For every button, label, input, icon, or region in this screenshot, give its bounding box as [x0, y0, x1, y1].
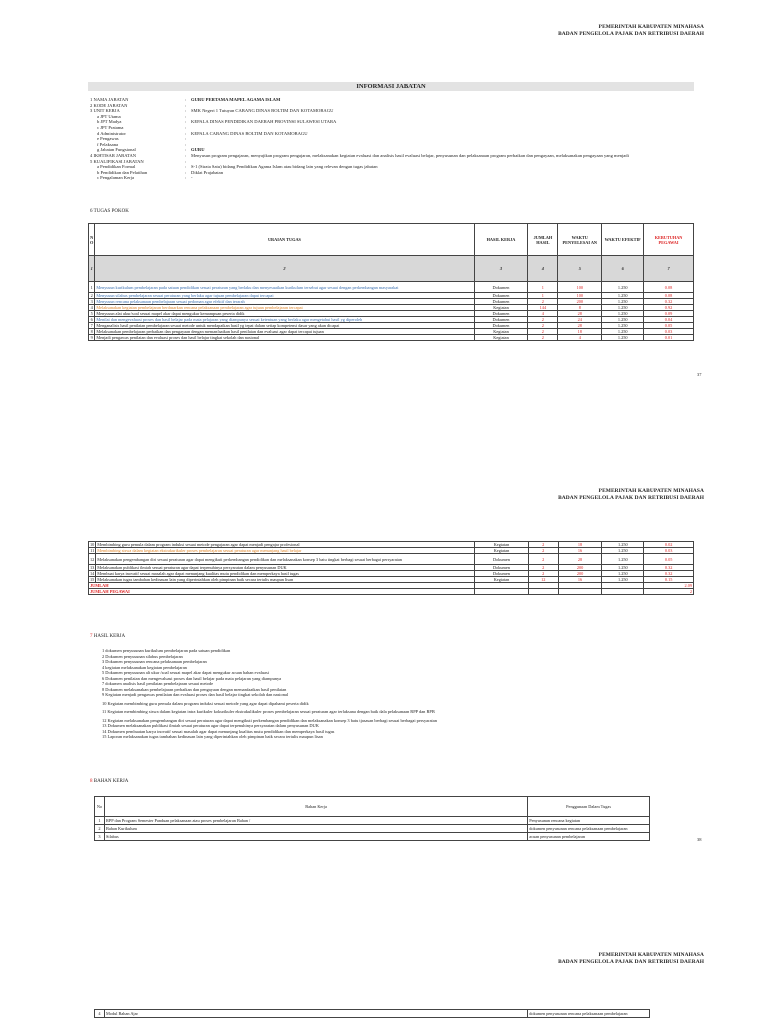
cell-e: 1.250 [602, 577, 644, 583]
tugas-table-continued [88, 541, 694, 595]
cell-e: 1.250 [602, 323, 644, 329]
hasil-kerja-item: 15 Laporan melaksanakan tugas tambahan kedinasan lain yang diperintahkan oleh pimpinan baik secara tertulis maupun lisan [102, 734, 323, 739]
cell-h: Kegiatan [474, 329, 528, 335]
bahan-row [95, 825, 650, 833]
cell-no: 7 [89, 323, 95, 329]
page-header-2 [558, 488, 704, 502]
info-key: 1 NAMA JABATAN [90, 97, 129, 102]
info-colon: : [185, 97, 187, 102]
cell-w: 28 [558, 311, 602, 317]
cell-k: 0.02 [644, 542, 694, 548]
cell-no: 9 [89, 335, 95, 341]
col-no: N O [89, 224, 95, 256]
cell-e: 1.250 [602, 305, 644, 311]
bahan-cell-no: 2 [95, 825, 105, 833]
cell-k: 0.08 [644, 282, 694, 293]
cell-no: 5 [89, 311, 95, 317]
cell-h: Kegiatan [475, 577, 529, 583]
bahan-cell-b: RPP dan Program Semester Panduan pelaksanaan atau proses pembelajaran Bahan / [104, 817, 527, 825]
cell-w: 18 [558, 542, 602, 548]
cell-t: Melaksanakan pengembangan diri sesuai peraturan agar dapat mengikuti perkembangan pendidikan dan melaksanakan konsep 3 batu tingkat berbagi sesuai berbagai persyaratan [96, 554, 475, 565]
info-value: Diklat Prajabatan [191, 169, 224, 175]
cell-j: 12 [528, 577, 558, 583]
bahan-cell-no: 3 [95, 833, 105, 841]
bahan-kerja-table [94, 796, 650, 841]
cell-j: 2 [528, 571, 558, 577]
info-value: Menyusun program pengajaran, menyajikan program pengajaran, melaksanakan kegiatan evaluasi dan analisis hasil evaluasi belajar, penyusunan dan pelaksanaan program perbaikan dan pengayaan, melaksanakan pengayaan yang menjadi [191, 152, 629, 158]
hasil-kerja-item: 6 Dokumen penilaian dan mengevaluasi proses dan hasil belajar pada mata pelajaran yang diampunya [102, 675, 282, 681]
cell-h: Dokumen [474, 311, 528, 317]
cell-e: 1.250 [602, 571, 644, 577]
bahan-col-no: No [95, 797, 105, 817]
cell-j: 2 [528, 542, 558, 548]
cell-h: Dokumen [474, 282, 528, 293]
bahan-cell-b: Silabus [104, 833, 527, 841]
cell-j: 2 [528, 335, 558, 341]
cell-h: Kegiatan [474, 335, 528, 341]
hasil-kerja-item: 3 Dokumen penyusunan rencana pelaksanaan pembelajaran [102, 659, 207, 664]
bahan-row [95, 833, 650, 841]
info-key: 4 IKHTISAR JABATAN [90, 152, 137, 158]
hasil-kerja-item: 2 Dokumen penyusunan silabus pembelajaran [102, 653, 183, 659]
cell-e: 1.250 [602, 329, 644, 335]
info-key: 3 UNIT KERJA [90, 108, 120, 114]
cell-e: 1.250 [602, 299, 644, 305]
header-line-1: PEMERINTAH KABUPATEN MINAHASA [598, 24, 704, 30]
header-line-1: PEMERINTAH KABUPATEN MINAHASA [598, 952, 704, 958]
cell-t: Melaksanakan publikasi ilmiah sesuai peraturan agar dapat terpenuhinya persyaratan dalam penyusunan DUK [96, 565, 475, 571]
num-1: 1 [89, 256, 95, 282]
cell-no: 12 [89, 554, 96, 565]
cell-h: Kegiatan [474, 305, 528, 311]
info-key: a Pendidikan Formal [97, 164, 136, 170]
num-6: 6 [602, 256, 644, 282]
cell-w: 4 [558, 335, 602, 341]
cell-j: 2 [528, 548, 558, 554]
hasil-kerja-item: 8 Dokumen melaksanakan pembelajaran perbaikan dan pengayaan dengan memanfaatkan hasil penilaian [102, 686, 287, 692]
tugas-table [88, 223, 694, 341]
document-title: INFORMASI JABATAN [88, 82, 694, 91]
cell-no: 2 [89, 293, 95, 299]
bahan-col-bahan: Bahan Kerja [104, 797, 527, 817]
cell-w: 28 [558, 323, 602, 329]
cell-h: Dokumen [474, 323, 528, 329]
cell-e: 1.250 [602, 335, 644, 341]
bahan-cell-b: Modul Bahan Ajar [104, 1010, 527, 1018]
num-2: 2 [95, 256, 474, 282]
cell-e: 1.250 [602, 548, 644, 554]
header-line-1: PEMERINTAH KABUPATEN MINAHASA [598, 488, 704, 494]
cell-no: 13 [90, 565, 95, 570]
info-key: f Pelaksana [97, 141, 119, 147]
bahan-cell-no: 1 [95, 817, 105, 825]
cell-w: 100 [558, 293, 602, 299]
hasil-kerja-item: 13 Dokumen melaksanakan publikasi ilmiah sesuai peraturan agar dapat terpenuhinya persyaratan dalam penyusunan DUK [102, 723, 319, 728]
hasil-kerja-item: 11 Kegiatan membimbing siswa dalam kegiatan ‌intra kurikuler kokurikuler ekstrakulikuler proses pembelajaran sesuai peraturan agar terlaksana dengan baik dala pelaksanaan RPP dan RPB [102, 709, 435, 714]
cell-t: Membimbing siswa dalam kegiatan ekstrakurikuler proses pembelajaran sesuai peraturan agar menunjang hasil belajar [96, 548, 475, 554]
tugas-pokok-label: 6 TUGAS POKOK [90, 209, 129, 214]
cell-t: Menyusun alat ukur/soal sesuai mapel akar dapat mengukur kemampuan peserta didik [95, 311, 474, 317]
cell-t: Menganalisis hasil penilaian pembelajaran sesuai metode untuk mendapatkan hasil yg tepat dalam setiap kompetensi dasar yang akan dicapai [95, 323, 474, 329]
hasil-kerja-list [102, 648, 692, 740]
jumlah-label: JUMLAH [89, 583, 475, 589]
cell-t: Melaksanakan tugas tambahan kedinasan lain yang diperintahkan oleh pimpinan baik secara tertulis maupun lisan [96, 577, 475, 583]
info-key: c Pengalaman Kerja [97, 175, 134, 181]
cell-j: 2 [528, 329, 558, 335]
cell-t: Menyusun silabus pembelajaran sesuai peraturan yang berlaku agar tujuan pembelajaran dapat tercapai [95, 293, 474, 299]
cell-h: Dokumen [474, 299, 528, 305]
cell-no: 1 [89, 282, 95, 293]
cell-no: 6 [89, 317, 95, 323]
table-row [89, 282, 694, 293]
info-colon: : [185, 169, 187, 175]
hasil-kerja-item: 12 Kegiatan melaksanakan pengembangan diri sesuai peraturan agar dapat mengikuti perkembangan pendidikan dan melaksanakan konsep 3 batu tjasasan berbagi sesuai berbagai persyaratan [102, 717, 437, 723]
hasil-kerja-label: 7 HASIL KERJA [90, 634, 126, 639]
info-colon: : [185, 130, 187, 136]
info-colon: : [185, 175, 187, 181]
cell-no: 3 [89, 299, 95, 305]
cell-e: 1.250 [602, 293, 644, 299]
cell-w: 16 [558, 577, 602, 583]
col-efektif: WAKTU EFEKTIF [602, 224, 644, 256]
info-colon: : [185, 102, 187, 108]
info-key: e Pengawas [97, 136, 119, 142]
num-3: 3 [474, 256, 528, 282]
bahan-cell-p: Penyusunan rencana kegiatan [528, 817, 650, 825]
bahan-row [95, 817, 650, 825]
info-key: b Pendidikan dan Pelatihan [97, 169, 148, 175]
info-value: - [191, 175, 193, 181]
jumlah-pegawai-value: 2 [644, 589, 694, 595]
cell-j: 2 [528, 299, 558, 305]
cell-j: 4 [528, 311, 558, 317]
bahan-cell-p: acuan penyusunan pembelajaran [528, 833, 650, 841]
cell-no: 8 [89, 329, 95, 335]
hasil-kerja-item: 1 dokumen penyusunan kurikulum pembelajaran pada satuan pendidikan [102, 648, 231, 653]
cell-h: Kegiatan [475, 548, 529, 554]
col-jumlah: JUMLAH HASIL [528, 224, 558, 256]
cell-no: 15 [90, 577, 95, 582]
hasil-kerja-item: 7 dokumen analisis hasil penilaian pembelajaran sesuai metode [102, 681, 214, 686]
info-key: a JPT Utama [97, 113, 121, 119]
info-key: b JPT Madya [97, 119, 122, 125]
cell-k: 0.92 [644, 305, 694, 311]
info-value: KEPALA CABANG DINAS BOLTIM DAN KOTAMOBAGU [191, 130, 308, 136]
info-colon: : [185, 158, 187, 164]
cell-t: Melaksanakan pembelajaran perbaikan dan pengayaan dengan memanfaatkan hasil penilaian dan evaluasi agar dapat tercapai tujuan [95, 329, 474, 335]
info-colon: : [185, 147, 187, 153]
cell-k: 0.32 [644, 299, 694, 305]
info-key: d Administrator [97, 130, 126, 136]
cell-no: 10 [90, 542, 95, 547]
info-colon: : [185, 124, 187, 130]
cell-w: 200 [558, 299, 602, 305]
cell-k: 0.05 [644, 554, 694, 565]
bahan-row [95, 1010, 650, 1018]
num-4: 4 [528, 256, 558, 282]
num-5: 5 [558, 256, 602, 282]
info-colon: : [185, 152, 187, 158]
cell-t: Melaksanakan kegiatan pembelajaran berdasarkan rencana pelaksanaan pembelajaran agar tujuan pembelajaran tercapai [95, 305, 474, 311]
cell-k: 0.04 [644, 317, 694, 323]
cell-w: 18 [558, 329, 602, 335]
info-key: 2 KODE JABATAN [90, 102, 128, 108]
bahan-cell-no: 4 [95, 1010, 105, 1018]
cell-h: Dokumen [475, 554, 529, 565]
bahan-col-penggunaan: Penggunaan Dalam Tugas [528, 797, 650, 817]
info-value: SMK Negeri 1 Tutuyan CABANG DINAS BOLTIM DAN KOTAMOBAGU [191, 108, 334, 114]
info-key: c JPT Pratama [97, 124, 124, 130]
info-colon: : [185, 136, 187, 142]
bahan-kerja-label: 8 BAHAN KERJA [90, 779, 129, 784]
cell-e: 1.250 [602, 317, 644, 323]
cell-k: 0.15 [644, 577, 694, 583]
cell-h: Kegiatan [475, 542, 529, 548]
cell-k: 0.03 [644, 548, 694, 554]
header-line-2: BADAN PENGELOLA PAJAK DAN RETRIBUSI DAERAH [558, 31, 704, 37]
cell-h: Dokumen [474, 317, 528, 323]
hasil-kerja-item: 14 Dokumen pembuatan karya inovatif sesuai masalah agar dapat menunjang kualitas mutu pendidikan dan memperkaya hasil tugas [102, 728, 335, 734]
header-line-2: BADAN PENGELOLA PAJAK DAN RETRIBUSI DAERAH [558, 959, 704, 965]
info-value: GURU [191, 147, 205, 153]
cell-j: 1 [528, 293, 558, 299]
cell-t: Menjadi pengawas penilaian dan evaluasi proses dan hasil belajar tingkat sekolah dan nasional [95, 335, 474, 341]
cell-w: 24 [558, 317, 602, 323]
jumlah-pegawai-label: JUMLAH PEGAWAI [89, 589, 475, 595]
cell-k: 0.08 [644, 293, 694, 299]
info-row [90, 175, 711, 181]
info-value: KEPALA DINAS PENDIDIKAN DAERAH PROVINSI SULAWESI UTARA [191, 119, 337, 125]
cell-j: 2 [528, 554, 558, 565]
cell-h: Dokumen [474, 293, 528, 299]
page-number-2: 38 [697, 837, 702, 842]
hasil-kerja-item: 5 Dokumen penyusunan alt ukur /soal sesuai mapel akar dapat mengukur acuan bahan evaluasi [102, 670, 269, 675]
cell-e: 1.250 [602, 282, 644, 293]
col-kebutuhan: KEBUTUHAN PEGAWAI [644, 224, 694, 256]
cell-t: Membuat karya inovatif sesuai masalah agar dapat menunjang kualitas mutu pendidikan dan memperkaya hasil tugas [96, 571, 475, 577]
cell-t: Membimbing guru pemula dalam program induksi sesuai metode pengajaran agar dapat menjadi pengajar profesional [96, 542, 475, 548]
header-line-2: BADAN PENGELOLA PAJAK DAN RETRIBUSI DAERAH [558, 495, 704, 501]
cell-j: 2 [528, 565, 558, 571]
info-value: GURU PERTAMA MAPEL AGAMA ISLAM [191, 97, 281, 102]
table-row [89, 335, 694, 341]
cell-w: 200 [558, 565, 602, 571]
cell-w: 16 [558, 548, 602, 554]
bahan-cell-p: dokumen penyusunan rencana pelaksanaan pembelajaran [528, 1010, 650, 1018]
cell-no: 4 [89, 305, 95, 311]
jumlah-value: 2.09 [644, 583, 694, 589]
info-section [90, 97, 711, 181]
col-waktu: WAKTU PENYELESAI AN [558, 224, 602, 256]
cell-t: Menilai dan mengevaluasi proses dan hasil belajar pada mata pelajaran yang diampunya sesuai ketentuan yang berlaku agar mengetahui hasil yg diperoleh [95, 317, 474, 323]
cell-k: 0.09 [644, 311, 694, 317]
info-key: 5 KUALIFIKASI JABATAN [90, 158, 144, 164]
hasil-kerja-item: 9 Kegiatan menjadi pengawas penilaian dan evaluasi proses dan hasil belajar tingkat sekolah dan nasional [102, 692, 289, 697]
cell-no: 11 [90, 548, 95, 553]
table-row [89, 554, 694, 565]
cell-w: 100 [558, 282, 602, 293]
cell-k: 0.01 [644, 335, 694, 341]
info-colon: : [185, 119, 187, 125]
cell-e: 1.250 [602, 542, 644, 548]
cell-k: 0.32 [644, 571, 694, 577]
info-colon: : [185, 113, 187, 119]
page-header [558, 24, 704, 38]
bahan-cell-p: dokumen penyusunan rencana pelaksanaan pembelajaran [528, 825, 650, 833]
info-key: g Jabatan Fungsional [97, 147, 136, 153]
cell-j: 2 [528, 317, 558, 323]
info-colon: : [185, 141, 187, 147]
cell-t: Menyusun rencana pelaksanaan pembelajaran sesuai pedoman agar efektif dan terarah [95, 299, 474, 305]
col-uraian: URAIAN TUGAS [95, 224, 474, 256]
hasil-kerja-item: 4 kegiatan melaksanakan kegiatan pembelajaran [102, 664, 187, 670]
cell-e: 1.250 [602, 311, 644, 317]
info-value: S-1 (Strata Satu) bidang Pendidikan Agama Islam atau bidang lain yang relevan dengan tugas jabatan [191, 164, 378, 170]
cell-k: 0.03 [644, 329, 694, 335]
cell-e: 1.250 [602, 565, 644, 571]
col-hasil: HASIL KERJA [474, 224, 528, 256]
page-header-3 [558, 952, 704, 966]
cell-k: 0.32 [644, 565, 694, 571]
cell-k: 0.05 [644, 323, 694, 329]
cell-no: 14 [90, 571, 95, 576]
cell-w: 8 [558, 305, 602, 311]
cell-w: 200 [558, 571, 602, 577]
cell-j: 1 [528, 282, 558, 293]
num-7: 7 [644, 256, 694, 282]
cell-e: 1.250 [602, 554, 644, 565]
cell-h: Dokumen [475, 571, 529, 577]
bahan-cell-b: Bahan Kurikulum [104, 825, 527, 833]
page-number-1: 37 [697, 372, 702, 377]
cell-h: Dokumen [475, 565, 529, 571]
hasil-kerja-item: 10 Kegiatan membimbing guru pemula dalam program induksi sesuai metode yang agar dapat dipahami peserta didik [102, 700, 309, 706]
info-colon: : [185, 108, 187, 114]
cell-t: Menyusun kurikulum pembelajaran pada satuan pendidikan sesuai peraturan yang berlaku dan menyesuaikan kurikulum tersebut agar sesuai dengan perkembangan masyarakat [95, 282, 474, 293]
bahan-kerja-table-continued [94, 1009, 650, 1018]
cell-j: 2 [528, 323, 558, 329]
info-colon: : [185, 164, 187, 170]
cell-j: 144 [528, 305, 558, 311]
cell-w: 28 [558, 554, 602, 565]
